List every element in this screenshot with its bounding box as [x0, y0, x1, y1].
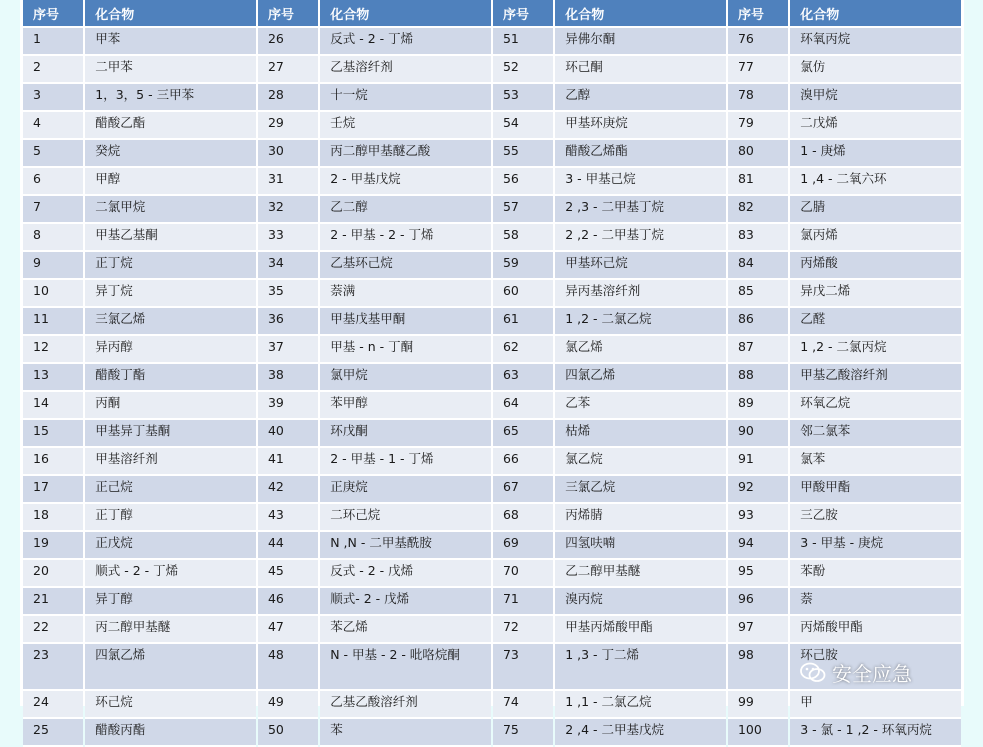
- compound-cell: 氯乙烷: [555, 448, 726, 476]
- header-index-1: 序号: [23, 0, 83, 28]
- compound-cell: 乙醇: [555, 84, 726, 112]
- compound-cell: 异丙醇: [85, 336, 256, 364]
- index-cell: 23: [23, 644, 83, 691]
- index-cell: 100: [728, 719, 788, 747]
- index-cell: 18: [23, 504, 83, 532]
- index-cell: 8: [23, 224, 83, 252]
- compound-cell: N - 甲基 - 2 - 吡咯烷酮: [320, 644, 491, 691]
- index-cell: 80: [728, 140, 788, 168]
- header-index-2: 序号: [258, 0, 318, 28]
- index-cell: 52: [493, 56, 553, 84]
- compound-cell: 甲酸甲酯: [790, 476, 961, 504]
- index-cell: 61: [493, 308, 553, 336]
- index-cell: 33: [258, 224, 318, 252]
- compound-cell: 二甲苯: [85, 56, 256, 84]
- compound-cell: 正丁醇: [85, 504, 256, 532]
- compound-cell: 甲基溶纤剂: [85, 448, 256, 476]
- index-cell: 87: [728, 336, 788, 364]
- index-cell: 93: [728, 504, 788, 532]
- index-cell: 53: [493, 84, 553, 112]
- index-cell: 60: [493, 280, 553, 308]
- compound-cell: 癸烷: [85, 140, 256, 168]
- table-row: [23, 28, 961, 56]
- index-cell: 27: [258, 56, 318, 84]
- index-cell: 48: [258, 644, 318, 691]
- table-row: [23, 140, 961, 168]
- compound-cell: 异丙基溶纤剂: [555, 280, 726, 308]
- compound-cell: 溴甲烷: [790, 84, 961, 112]
- index-cell: 90: [728, 420, 788, 448]
- compound-cell: 正庚烷: [320, 476, 491, 504]
- index-cell: 46: [258, 588, 318, 616]
- index-cell: 86: [728, 308, 788, 336]
- index-cell: 37: [258, 336, 318, 364]
- table-row: [23, 308, 961, 336]
- compound-cell: 甲基 - n - 丁酮: [320, 336, 491, 364]
- index-cell: 94: [728, 532, 788, 560]
- compound-cell: 萘: [790, 588, 961, 616]
- index-cell: 9: [23, 252, 83, 280]
- index-cell: 29: [258, 112, 318, 140]
- compound-cell: 异丁醇: [85, 588, 256, 616]
- index-cell: 69: [493, 532, 553, 560]
- compound-cell: 乙醛: [790, 308, 961, 336]
- compound-cell: 2 ,2 - 二甲基丁烷: [555, 224, 726, 252]
- compound-cell: 苯: [320, 719, 491, 747]
- index-cell: 20: [23, 560, 83, 588]
- index-cell: 72: [493, 616, 553, 644]
- index-cell: 25: [23, 719, 83, 747]
- header-compound-4: 化合物: [790, 0, 961, 28]
- compound-cell: 丙二醇甲基醚: [85, 616, 256, 644]
- index-cell: 55: [493, 140, 553, 168]
- compound-cell: 2 - 甲基戊烷: [320, 168, 491, 196]
- index-cell: 7: [23, 196, 83, 224]
- compound-cell: 苯酚: [790, 560, 961, 588]
- table-row: [23, 364, 961, 392]
- index-cell: 92: [728, 476, 788, 504]
- compound-cell: 三氯乙烯: [85, 308, 256, 336]
- compound-cell: 氯乙烯: [555, 336, 726, 364]
- index-cell: 49: [258, 691, 318, 719]
- compound-cell: 氯丙烯: [790, 224, 961, 252]
- compound-cell: 乙二醇甲基醚: [555, 560, 726, 588]
- compound-cell: 四氯乙烯: [85, 644, 256, 691]
- compound-cell: N ,N - 二甲基酰胺: [320, 532, 491, 560]
- compound-cell: 三乙胺: [790, 504, 961, 532]
- compound-cell: 正丁烷: [85, 252, 256, 280]
- header-compound-1: 化合物: [85, 0, 256, 28]
- index-cell: 32: [258, 196, 318, 224]
- index-cell: 63: [493, 364, 553, 392]
- header-index-3: 序号: [493, 0, 553, 28]
- compound-cell: 乙基溶纤剂: [320, 56, 491, 84]
- compound-cell: 1 ,2 - 二氯乙烷: [555, 308, 726, 336]
- compound-cell: 溴丙烷: [555, 588, 726, 616]
- compound-cell: 苯甲醇: [320, 392, 491, 420]
- index-cell: 81: [728, 168, 788, 196]
- compound-cell: 异戊二烯: [790, 280, 961, 308]
- table-row: [23, 719, 961, 747]
- table-row: [23, 336, 961, 364]
- index-cell: 56: [493, 168, 553, 196]
- compound-cell: 环己酮: [555, 56, 726, 84]
- index-cell: 50: [258, 719, 318, 747]
- compound-cell: 枯烯: [555, 420, 726, 448]
- compound-cell: 氯苯: [790, 448, 961, 476]
- index-cell: 26: [258, 28, 318, 56]
- index-cell: 10: [23, 280, 83, 308]
- index-cell: 16: [23, 448, 83, 476]
- compound-cell: 四氯乙烯: [555, 364, 726, 392]
- header-index-4: 序号: [728, 0, 788, 28]
- compound-cell: 1 ,3 - 丁二烯: [555, 644, 726, 691]
- header-compound-2: 化合物: [320, 0, 491, 28]
- table-header-row: [23, 0, 961, 28]
- compound-cell: 乙苯: [555, 392, 726, 420]
- index-cell: 95: [728, 560, 788, 588]
- watermark-text: 安全应急: [832, 662, 912, 686]
- index-cell: 47: [258, 616, 318, 644]
- compound-cell: 2 - 甲基 - 2 - 丁烯: [320, 224, 491, 252]
- index-cell: 21: [23, 588, 83, 616]
- compound-cell: 丙酮: [85, 392, 256, 420]
- compound-cell: 丙烯酸甲酯: [790, 616, 961, 644]
- compound-cell: 甲基乙酸溶纤剂: [790, 364, 961, 392]
- compound-cell: 乙基乙酸溶纤剂: [320, 691, 491, 719]
- index-cell: 2: [23, 56, 83, 84]
- index-cell: 70: [493, 560, 553, 588]
- compound-cell: 环戊酮: [320, 420, 491, 448]
- index-cell: 67: [493, 476, 553, 504]
- index-cell: 65: [493, 420, 553, 448]
- table-row: [23, 691, 961, 719]
- compound-cell: 1 - 庚烯: [790, 140, 961, 168]
- compound-cell: 1 ,1 - 二氯乙烷: [555, 691, 726, 719]
- compound-cell: 环己胺: [790, 644, 961, 691]
- index-cell: 22: [23, 616, 83, 644]
- index-cell: 19: [23, 532, 83, 560]
- index-cell: 97: [728, 616, 788, 644]
- compound-cell: 正戊烷: [85, 532, 256, 560]
- index-cell: 98: [728, 644, 788, 691]
- index-cell: 57: [493, 196, 553, 224]
- index-cell: 43: [258, 504, 318, 532]
- table-row: [23, 168, 961, 196]
- index-cell: 73: [493, 644, 553, 691]
- compound-cell: 顺式 - 2 - 丁烯: [85, 560, 256, 588]
- table-row: [23, 112, 961, 140]
- compound-cell: 异佛尔酮: [555, 28, 726, 56]
- index-cell: 79: [728, 112, 788, 140]
- table-row: [23, 504, 961, 532]
- index-cell: 64: [493, 392, 553, 420]
- compound-cell: 3 - 甲基 - 庚烷: [790, 532, 961, 560]
- table-row: [23, 56, 961, 84]
- compound-cell: 2 ,4 - 二甲基戊烷: [555, 719, 726, 747]
- compound-cell: 甲: [790, 691, 961, 719]
- index-cell: 83: [728, 224, 788, 252]
- index-cell: 82: [728, 196, 788, 224]
- index-cell: 12: [23, 336, 83, 364]
- index-cell: 31: [258, 168, 318, 196]
- index-cell: 51: [493, 28, 553, 56]
- index-cell: 11: [23, 308, 83, 336]
- index-cell: 88: [728, 364, 788, 392]
- index-cell: 74: [493, 691, 553, 719]
- compound-cell: 乙二醇: [320, 196, 491, 224]
- compound-cell: 丙二醇甲基醚乙酸: [320, 140, 491, 168]
- compound-cell: 氯甲烷: [320, 364, 491, 392]
- compound-cell: 甲基环庚烷: [555, 112, 726, 140]
- compound-cell: 甲苯: [85, 28, 256, 56]
- index-cell: 66: [493, 448, 553, 476]
- index-cell: 35: [258, 280, 318, 308]
- index-cell: 39: [258, 392, 318, 420]
- compound-cell: 反式 - 2 - 丁烯: [320, 28, 491, 56]
- compound-cell: 甲醇: [85, 168, 256, 196]
- compound-table: [21, 0, 963, 747]
- compound-cell: 醋酸乙酯: [85, 112, 256, 140]
- table-row: [23, 532, 961, 560]
- compound-cell: 正己烷: [85, 476, 256, 504]
- index-cell: 96: [728, 588, 788, 616]
- index-cell: 85: [728, 280, 788, 308]
- compound-cell: 丙烯腈: [555, 504, 726, 532]
- compound-cell: 醋酸丁酯: [85, 364, 256, 392]
- index-cell: 28: [258, 84, 318, 112]
- index-cell: 84: [728, 252, 788, 280]
- compound-cell: 二环己烷: [320, 504, 491, 532]
- index-cell: 13: [23, 364, 83, 392]
- compound-cell: 醋酸丙酯: [85, 719, 256, 747]
- table-row: [23, 448, 961, 476]
- compound-cell: 甲基环己烷: [555, 252, 726, 280]
- compound-cell: 氯仿: [790, 56, 961, 84]
- index-cell: 36: [258, 308, 318, 336]
- index-cell: 54: [493, 112, 553, 140]
- table-row: [23, 560, 961, 588]
- compound-cell: 十一烷: [320, 84, 491, 112]
- compound-cell: 3 - 氯 - 1 ,2 - 环氧丙烷: [790, 719, 961, 747]
- index-cell: 78: [728, 84, 788, 112]
- index-cell: 15: [23, 420, 83, 448]
- compound-cell: 乙腈: [790, 196, 961, 224]
- index-cell: 3: [23, 84, 83, 112]
- index-cell: 45: [258, 560, 318, 588]
- compound-cell: 异丁烷: [85, 280, 256, 308]
- index-cell: 58: [493, 224, 553, 252]
- table-row: [23, 224, 961, 252]
- index-cell: 24: [23, 691, 83, 719]
- compound-cell: 二氯甲烷: [85, 196, 256, 224]
- index-cell: 75: [493, 719, 553, 747]
- compound-cell: 环氧乙烷: [790, 392, 961, 420]
- table-row: [23, 280, 961, 308]
- index-cell: 17: [23, 476, 83, 504]
- index-cell: 5: [23, 140, 83, 168]
- index-cell: 1: [23, 28, 83, 56]
- compound-cell: 甲基乙基酮: [85, 224, 256, 252]
- compound-cell: 2 ,3 - 二甲基丁烷: [555, 196, 726, 224]
- compound-cell: 苯乙烯: [320, 616, 491, 644]
- index-cell: 41: [258, 448, 318, 476]
- compound-cell: 1 ,2 - 二氯丙烷: [790, 336, 961, 364]
- index-cell: 77: [728, 56, 788, 84]
- compound-cell: 环己烷: [85, 691, 256, 719]
- index-cell: 42: [258, 476, 318, 504]
- index-cell: 99: [728, 691, 788, 719]
- compound-cell: 3 - 甲基己烷: [555, 168, 726, 196]
- table-row: [23, 84, 961, 112]
- table-row: [23, 252, 961, 280]
- index-cell: 4: [23, 112, 83, 140]
- compound-cell: 1，3，5 - 三甲苯: [85, 84, 256, 112]
- index-cell: 59: [493, 252, 553, 280]
- compound-cell: 三氯乙烷: [555, 476, 726, 504]
- index-cell: 6: [23, 168, 83, 196]
- compound-cell: 邻二氯苯: [790, 420, 961, 448]
- compound-cell: 甲基异丁基酮: [85, 420, 256, 448]
- compound-cell: 四氢呋喃: [555, 532, 726, 560]
- index-cell: 71: [493, 588, 553, 616]
- table-row: [23, 196, 961, 224]
- compound-cell: 二戊烯: [790, 112, 961, 140]
- table-row: [23, 616, 961, 644]
- compound-cell: 顺式- 2 - 戊烯: [320, 588, 491, 616]
- header-compound-3: 化合物: [555, 0, 726, 28]
- index-cell: 34: [258, 252, 318, 280]
- index-cell: 76: [728, 28, 788, 56]
- table-row: [23, 644, 961, 691]
- table-row: [23, 588, 961, 616]
- index-cell: 40: [258, 420, 318, 448]
- index-cell: 68: [493, 504, 553, 532]
- compound-cell: 反式 - 2 - 戊烯: [320, 560, 491, 588]
- compound-cell: 甲基戊基甲酮: [320, 308, 491, 336]
- index-cell: 89: [728, 392, 788, 420]
- compound-cell: 1 ,4 - 二氧六环: [790, 168, 961, 196]
- compound-cell: 醋酸乙烯酯: [555, 140, 726, 168]
- index-cell: 44: [258, 532, 318, 560]
- table-row: [23, 392, 961, 420]
- index-cell: 38: [258, 364, 318, 392]
- compound-cell: 萘满: [320, 280, 491, 308]
- compound-cell: 环氧丙烷: [790, 28, 961, 56]
- compound-cell: 丙烯酸: [790, 252, 961, 280]
- table-row: [23, 420, 961, 448]
- compound-cell: 2 - 甲基 - 1 - 丁烯: [320, 448, 491, 476]
- index-cell: 14: [23, 392, 83, 420]
- table-row: [23, 476, 961, 504]
- index-cell: 91: [728, 448, 788, 476]
- compound-cell: 乙基环己烷: [320, 252, 491, 280]
- compound-cell: 甲基丙烯酸甲酯: [555, 616, 726, 644]
- index-cell: 30: [258, 140, 318, 168]
- compound-cell: 壬烷: [320, 112, 491, 140]
- index-cell: 62: [493, 336, 553, 364]
